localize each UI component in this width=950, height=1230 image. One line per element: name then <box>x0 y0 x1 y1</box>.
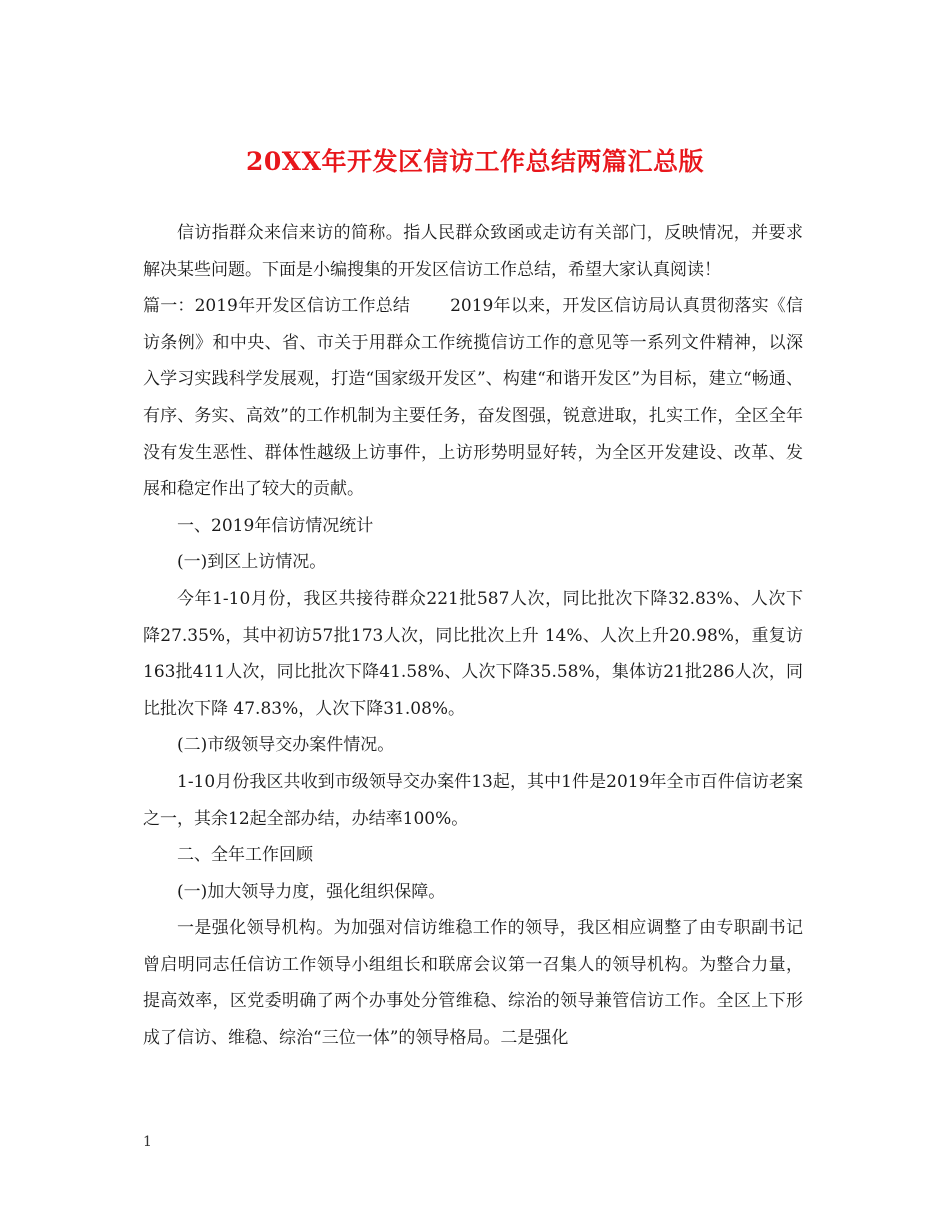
subsection2-title: (二)市级领导交办案件情况。 <box>177 735 395 756</box>
subsection1-title: (一)到区上访情况。 <box>177 552 327 573</box>
part1-opening: 2019年以来，开发区信访局认真贯彻落实《信访条例》和中央、省、市关于用群众工作统揽信访工作的意见等一系列文件精神，以深入学习实践科学发展观，打造“国家级开发区”、构建“和谐开发区”为目标，建立“畅通、有序、务实、高效”的工作机制为主要任务，奋发图强，锐意进取，扎实工作，全区全年没有发生恶性、群体性越级上访事件，上访形势明显好转，为全区开发建设、改革、发展和稳定作出了较大的贡献。 <box>143 296 803 500</box>
section1-title: 一、2019年信访情况统计 <box>177 515 374 536</box>
subsection3-paragraph: 一是强化领导机构。为加强对信访维稳工作的领导，我区相应调整了由专职副书记曾启明同志任信访工作领导小组组长和联席会议第一召集人的领导机构。为整合力量，提高效率，区党委明确了两个办事处分管维稳、综治的领导兼管信访工作。全区上下形成了信访、维稳、综治“三位一体”的领导格局。二是强化 <box>143 918 803 1049</box>
document-body <box>143 215 803 1057</box>
subsection1-paragraph: 今年1-10月份，我区共接待群众221批587人次，同比批次下降32.83%、人次下降27.35%，其中初访57批173人次，同比批次上升 14%、人次上升20.98%，重复访163批411人次，同比批次下降41.58%、人次下降35.58%，集体访21批286人次，同比批次下降 47.83%，人次下降31.08%。 <box>143 588 803 719</box>
part1-paragraph <box>143 288 803 508</box>
subsection2-paragraph: 1-10月份我区共收到市级领导交办案件13起，其中1件是2019年全市百件信访老案之一，其余12起全部办结，办结率100%。 <box>143 771 803 829</box>
intro-paragraph: 信访指群众来信来访的简称。指人民群众致函或走访有关部门，反映情况，并要求解决某些问题。下面是小编搜集的开发区信访工作总结，希望大家认真阅读！ <box>143 223 803 280</box>
subsection3-title: (一)加大领导力度，强化组织保障。 <box>177 881 446 902</box>
section2-title: 二、全年工作回顾 <box>177 845 313 866</box>
page-number: 1 <box>143 1134 152 1150</box>
part1-heading: 篇一：2019年开发区信访工作总结 <box>143 296 411 317</box>
document-title: 20XX年开发区信访工作总结两篇汇总版 <box>245 147 705 176</box>
